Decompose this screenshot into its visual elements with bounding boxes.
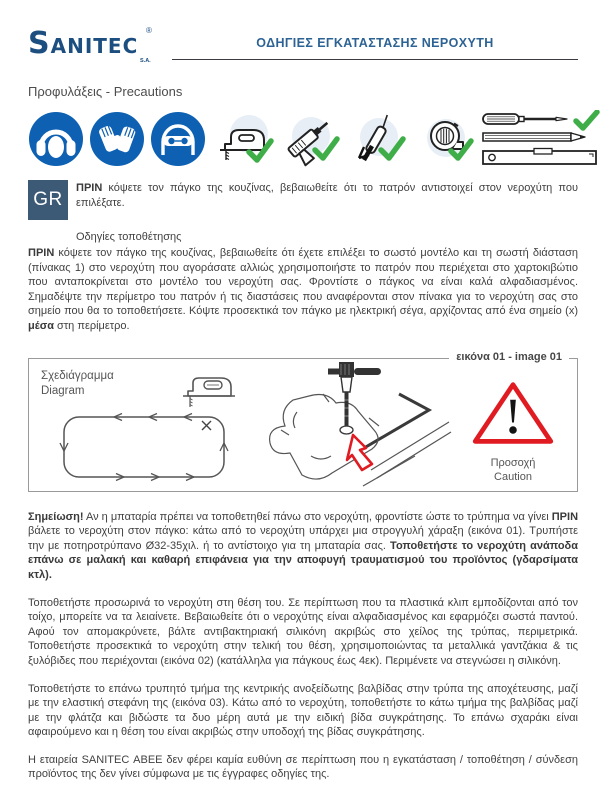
caution-caption (461, 456, 565, 484)
jigsaw-icon (211, 110, 275, 168)
gr-language-badge: GR (28, 180, 68, 220)
page-title: ΟΔΗΓΙΕΣ ΕΓΚΑΤΑΣΤΑΣΗΣ ΝΕΡΟΧΥΤΗ (256, 36, 494, 50)
title-block (172, 24, 578, 60)
diagram-caption (41, 369, 114, 399)
precautions-icons-row (28, 107, 578, 171)
caution-block (461, 379, 565, 484)
diagram-caption-en: Diagram (41, 384, 85, 397)
valve-paragraph: Τοποθετήστε το επάνω τρυπητό τμήμα της κεντρικής ανοξείδωτης βαλβίδας στην τρύπα της αποχέτευσης, μαζί με την ελαστική στεφάνη της (εικόνα 03). Κάτω από το νεροχύτη, τοποθετήστε το κάτω τμήμα της βαλβίδας μαζί με την φλάτζα και βιδώστε τα δυο μέρη αυτά με την ειδική βίδα συγκράτησης. Το επάνω σχαράκι είναι αφαιρούμενο και η θέση του είναι ακριβώς στην υποδοχή της βίδας συγκράτησης. (28, 682, 578, 739)
tape-measure-icon (418, 110, 476, 168)
eye-protection-icon (150, 111, 206, 167)
instructions-heading: Οδηγίες τοποθέτησης (76, 231, 182, 243)
figure-01-box (28, 350, 578, 492)
diagram-jigsaw-icon (179, 364, 245, 415)
brand-suffix: S.A. (140, 58, 151, 64)
disclaimer-paragraph: Η εταιρεία SANITEC ΑΒΕΕ δεν φέρει καμία ευθύνη σε περίπτωση που η εγκατάσταση / τοποθέτηση / σύνδεση προϊόντος της δεν γίνει σύμφωνα με τις έγγραφες οδηγίες της. (28, 753, 578, 781)
cut-path-diagram (54, 409, 244, 492)
drill-icon (280, 110, 344, 168)
caution-caption-gr: Προσοχή (490, 456, 536, 469)
main-instructions-paragraph: ΠΡΙΝ κόψετε τον πάγκο της κουζίνας, βεβαιωθείτε ότι έχετε επιλέξει το σωστό μοντέλο και τη σωστή διάσταση (πίνακας 1) στο νεροχύτη που αγοράσατε αλλιώς χρησιμοποιήστε το πατρόν που περιέχεται στο χαρτοκιβώτιο που ανταποκρίνεται στο μοντέλο του νεροχύτη σας. Φροντίστε ο πάγκος να είναι καλά αλφαδιασμένος. Σημαδέψτε την περίμετρο του πατρόν ή τις διαστάσεις που αναφέρονται στον πίνακα για το νεροχύτη σας στο σημείο που θα το τοποθετήσετε. Κόψτε προσεκτικά τον πάγκο με ηλεκτρική σέγα, αρχίζοντας από ένα σημείο (x) μέσα στη περίμετρο. (28, 247, 578, 332)
sanitec-logo (28, 24, 160, 68)
screwdriver-pencil-level-icon (481, 110, 600, 168)
gr-language-block (28, 180, 578, 220)
figure-label: εικόνα 01 - image 01 (449, 351, 569, 363)
precautions-heading: Προφυλάξεις - Precautions (28, 84, 183, 99)
caulk-gun-icon (349, 110, 413, 168)
registered-mark: ® (146, 26, 152, 35)
header (28, 24, 578, 68)
caution-caption-en: Caution (494, 470, 532, 483)
note-paragraph: Σημείωση! Αν η μπαταρία πρέπει να τοποθετηθεί πάνω στο νεροχύτη, φροντίστε ώστε το τρύπημα να γίνει ΠΡΙΝ βάλετε το νεροχύτη στον πάγκο: κάτω από το νεροχύτη υπάρχει μια στρογγυλή χάραξη (εικόνα 01). Τρυπήστε την με ποτηροτρύπανο Ø32-35χιλ. ή το αντίστοιχο για τη μπαταρία σας. Τοποθετήστε το νεροχύτη ανάποδα επάνω σε μαλακή και καθαρή επιφάνεια για την αποφυγή τραυματισμού του προϊόντος (γδαρσίματα κτλ). (28, 510, 579, 581)
header-divider (172, 59, 578, 60)
caution-triangle-icon (470, 434, 556, 451)
ear-protection-icon (28, 111, 84, 167)
installation-paragraph: Τοποθετήστε προσωρινά το νεροχύτη στη θέση του. Σε περίπτωση που τα πλαστικά κλιπ εμποδίζονται από τον τοίχο, μπορείτε να τα λειαίνετε. Βεβαιωθείτε ότι ο νεροχύτης είναι αλφαδιασμένος και εφαρμόζει σωστά παντού. Αφού τον απομακρύνετε, βάλτε αντιβακτηριακή σιλικόνη ακριβώς στο χείλος της τρύπας, περιμετρικά. Τοποθετήστε προσεκτικά το νεροχύτη στην τελική του θέση, χρησιμοποιώντας τα μεταλλικά γαντζάκια & τις ξυλόβιδες που περιέχονται (εικόνα 02) (κατάλληλα για πάγκους έως 4εκ). Περιμένετε να στεγνώσει η σιλικόνη. (28, 596, 578, 667)
diagram-caption-gr: Σχεδιάγραμμα (41, 369, 114, 382)
sink-drilling-illustration (251, 360, 456, 497)
brand-wordmark: SANITEC (28, 26, 139, 61)
protective-gloves-icon (89, 111, 145, 167)
gr-intro-paragraph: ΠΡΙΝ κόψετε τον πάγκο της κουζίνας, βεβαιωθείτε ότι το πατρόν αντιστοιχεί στον νεροχύτη που επιλέξατε. (76, 182, 578, 209)
